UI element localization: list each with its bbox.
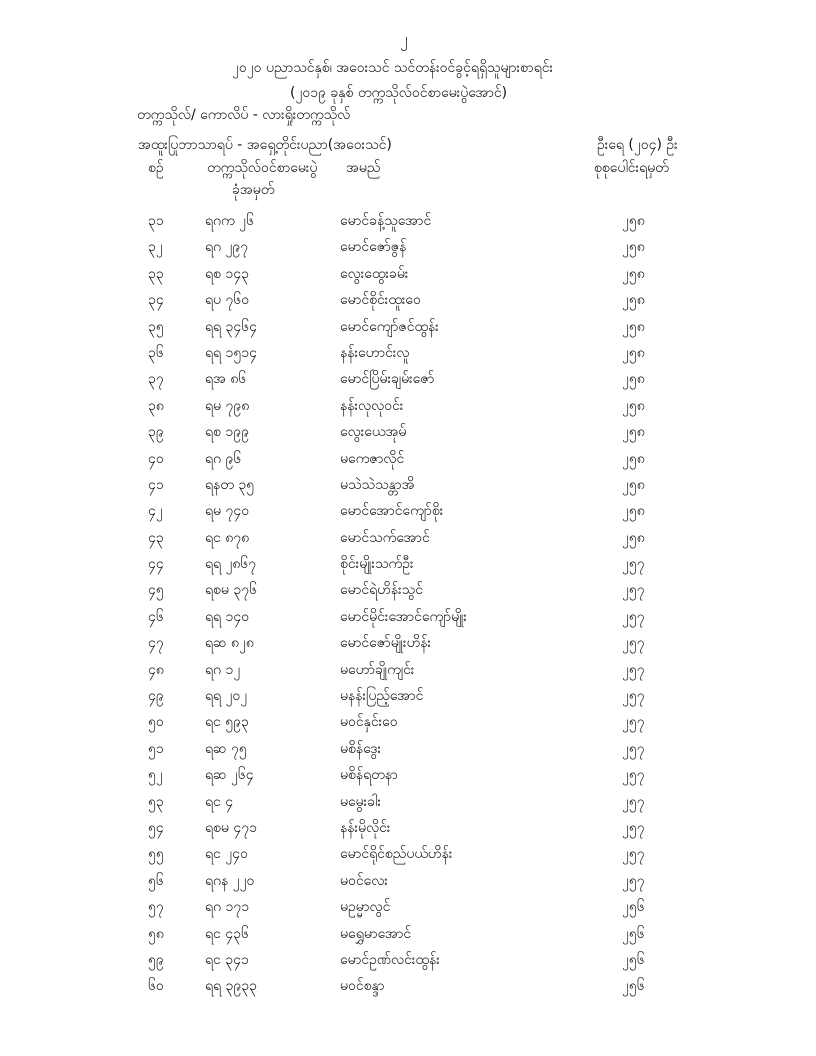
total-marks: ၂၅၇ <box>622 556 645 573</box>
roll-number: ရဂ ၁၂ <box>205 661 241 678</box>
total-marks: ၂၅၈ <box>622 450 645 467</box>
student-name: မဟော်ချိုကျင်း <box>340 661 415 678</box>
column-header-no: စဉ် <box>148 160 164 176</box>
student-name: မောင်ရဲဟိန်းသွင် <box>340 582 423 599</box>
roll-number: ရအ ၈၆ <box>205 371 247 388</box>
student-name: မောင်ဇော်ဇွန် <box>340 239 407 256</box>
roll-number: ရရ ၃၄၆၄ <box>205 318 258 335</box>
total-marks: ၂၅၇ <box>622 661 645 678</box>
total-marks: ၂၅၆ <box>622 925 645 942</box>
student-name: မစိန်ဒွေး <box>340 740 382 757</box>
table-row <box>0 950 816 976</box>
table-row <box>0 818 816 844</box>
row-number: ၅၁ <box>148 740 164 757</box>
row-number: ၅၂ <box>148 767 163 784</box>
row-number: ၅၀ <box>148 714 164 731</box>
total-marks: ၂၅၇ <box>622 582 645 599</box>
roll-number: ရရ ၂၀၂ <box>205 688 248 705</box>
student-name: နန်းမိုလိုင်း <box>340 819 391 836</box>
table-row <box>0 976 816 1002</box>
total-marks: ၂၅၆ <box>622 978 645 995</box>
table-row <box>0 844 816 870</box>
row-number: ၄၀ <box>148 450 164 467</box>
column-header-roll: တက္ကသိုလ်ဝင်စာမေးပွဲ <box>207 160 318 176</box>
roll-number: ရရ ၁၄၀ <box>205 608 250 625</box>
roll-number: ရင ၈၇၈ <box>205 529 250 546</box>
table-row <box>0 686 816 712</box>
student-name: နန်းလုလုဝင်း <box>340 397 404 414</box>
row-number: ၄၁ <box>148 476 164 493</box>
roll-number: ရပ ၇၆၀ <box>205 292 250 309</box>
total-marks: ၂၅၆ <box>622 951 645 968</box>
results-table <box>0 211 816 1003</box>
student-name: မောင်ကျော်ဇင်ထွန်း <box>340 318 439 335</box>
table-row <box>0 739 816 765</box>
row-number: ၃၅ <box>148 318 164 335</box>
table-row <box>0 343 816 369</box>
total-marks: ၂၅၈ <box>622 371 645 388</box>
roll-number: ရင ၃၄၁ <box>205 951 249 968</box>
table-row <box>0 422 816 448</box>
row-number: ၃၂ <box>148 239 163 256</box>
row-number: ၅၈ <box>148 925 164 942</box>
roll-number: ရမ ၇၄၀ <box>205 503 250 520</box>
row-number: ၅၉ <box>148 951 164 968</box>
roll-number: ရဆ ၂၆၄ <box>205 767 254 784</box>
total-marks: ၂၅၈ <box>622 344 645 361</box>
total-marks: ၂၅၈ <box>622 397 645 414</box>
total-marks: ၂၅၈ <box>622 292 645 309</box>
table-row <box>0 237 816 263</box>
student-name: မောင်ပြိမ်းချမ်းဇော် <box>340 371 435 388</box>
total-marks: ၂၅၇ <box>622 767 645 784</box>
roll-number: ရစမ ၄၇၁ <box>205 819 257 836</box>
table-row <box>0 580 816 606</box>
student-name: မောင်မိုင်းအောင်ကျော်မျိုး <box>340 608 467 625</box>
table-row <box>0 396 816 422</box>
table-row <box>0 317 816 343</box>
document-title: ၂၀၂၀ ပညာသင်နှစ်၊ အဝေးသင် သင်တန်းဝင်ခွင့်ရရှိသူများစာရင်း <box>232 60 554 76</box>
total-marks: ၂၅၇ <box>622 872 645 889</box>
table-row <box>0 449 816 475</box>
total-marks: ၂၅၇ <box>622 635 645 652</box>
student-name: မဝင်လေး <box>340 872 388 889</box>
table-row <box>0 765 816 791</box>
student-name: နန်းဟောင်းလူ <box>340 344 410 361</box>
roll-number: ရင ၂၄၀ <box>205 846 248 863</box>
roll-number: ရစမ ၃၇၆ <box>205 582 257 599</box>
roll-number: ရဂက ၂၆ <box>205 213 254 229</box>
student-name: မောင်ရိုင်စည်ပယ်ဟိန်း <box>340 846 453 863</box>
student-name: မောင်ခန့်သူအောင် <box>340 213 432 229</box>
roll-number: ရရ ၃၉၃၃ <box>205 978 258 995</box>
row-number: ၅၃ <box>148 793 164 810</box>
roll-number: ရင ၅၉၃ <box>205 714 249 731</box>
total-marks: ၂၅၈ <box>622 476 645 493</box>
row-number: ၃၄ <box>148 292 164 309</box>
table-row <box>0 211 816 237</box>
total-marks: ၂၅၇ <box>622 819 645 836</box>
university-line: တက္ကသိုလ်/ ကောလိပ် - လားရှိုးတက္ကသိုလ် <box>137 107 351 123</box>
row-number: ၅၅ <box>148 846 164 863</box>
student-name: မသဲသဲသန္တာအိ <box>340 476 415 493</box>
row-number: ၃၇ <box>148 371 164 388</box>
roll-number: ရဂ ၁၇၁ <box>205 899 250 916</box>
table-row <box>0 290 816 316</box>
total-count: ဦးရေ (၂၀၄) ဦး <box>597 137 678 153</box>
total-marks: ၂၅၈ <box>622 424 645 441</box>
roll-number: ရင ၄၃၆ <box>205 925 249 942</box>
row-number: ၅၄ <box>148 819 164 836</box>
total-marks: ၂၅၇ <box>622 740 645 757</box>
roll-number: ရရ ၂၈၆၇ <box>205 556 257 573</box>
roll-number: ရမ ၇၉၈ <box>205 397 250 414</box>
roll-number: ရရ ၁၅၁၄ <box>205 344 258 361</box>
table-row <box>0 792 816 818</box>
row-number: ၆၀ <box>148 978 164 995</box>
row-number: ၃၃ <box>148 265 164 282</box>
table-row <box>0 924 816 950</box>
student-name: မောင်ဥဏ်လင်းထွန်း <box>340 951 440 968</box>
column-header-name: အမည် <box>346 160 381 176</box>
total-marks: ၂၅၈ <box>622 503 645 520</box>
roll-number: ရဆ ၈၂၈ <box>205 635 254 652</box>
specialization-line: အထူးပြုဘာသာရပ် - အရှေ့တိုင်းပညာ(အဝေးသင်) <box>138 137 392 153</box>
row-number: ၃၆ <box>148 344 164 361</box>
student-name: မကေဇာလိုင် <box>340 450 405 467</box>
row-number: ၅၆ <box>148 872 164 889</box>
roll-number: ရနတ ၃၅ <box>205 476 255 493</box>
row-number: ၃၈ <box>148 397 164 414</box>
student-name: မနန်းပြည့်အောင် <box>340 688 424 705</box>
column-header-roll-line2: ခုံအမှတ် <box>232 182 275 198</box>
table-row <box>0 264 816 290</box>
student-name: လွေးထွေးခမ်း <box>340 265 409 282</box>
total-marks: ၂၅၈ <box>622 213 645 229</box>
student-name: မဥမ္မာလွင် <box>340 899 391 916</box>
row-number: ၄၇ <box>148 635 164 652</box>
document-subtitle: (၂၀၁၉ ခုနှစ် တက္ကသိုလ်ဝင်စာမေးပွဲအောင်) <box>290 85 508 101</box>
total-marks: ၂၅၈ <box>622 318 645 335</box>
total-marks: ၂၅၇ <box>622 608 645 625</box>
roll-number: ရဂ ၂၉၇ <box>205 239 249 256</box>
student-name: မစိန်ရတနာ <box>340 767 398 784</box>
row-number: ၄၉ <box>148 688 164 705</box>
column-header-marks: စုစုပေါင်းရမှတ် <box>594 160 669 176</box>
roll-number: ရဆ ၇၅ <box>205 740 247 757</box>
student-name: မမွေးခါး <box>340 793 382 810</box>
total-marks: ၂၅၈ <box>622 529 645 546</box>
student-name: မောင်စိုင်းထူးဝေ <box>340 292 421 309</box>
table-row <box>0 475 816 501</box>
table-row <box>0 633 816 659</box>
page-number: ၂ <box>400 30 408 48</box>
total-marks: ၂၅၇ <box>622 688 645 705</box>
student-name: မဝင်စန္ဒာ <box>340 978 385 995</box>
row-number: ၄၃ <box>148 529 164 546</box>
student-name: မရွှေမာအောင် <box>340 925 412 942</box>
roll-number: ရစ ၁၉၉ <box>205 424 249 441</box>
table-row <box>0 554 816 580</box>
student-name: စိုင်းမျိုးသက်ဦး <box>340 556 414 573</box>
table-row <box>0 871 816 897</box>
roll-number: ရဂန ၂၂၀ <box>205 872 255 889</box>
roll-number: ရဂ ၉၆ <box>205 450 242 467</box>
table-row <box>0 501 816 527</box>
total-marks: ၂၅၇ <box>622 793 645 810</box>
table-row <box>0 660 816 686</box>
row-number: ၄၄ <box>148 556 164 573</box>
roll-number: ရစ ၁၄၃ <box>205 265 249 282</box>
student-name: မောင်သက်အောင် <box>340 529 430 546</box>
table-row <box>0 897 816 923</box>
row-number: ၃၁ <box>148 213 164 229</box>
row-number: ၄၂ <box>148 503 163 520</box>
row-number: ၅၇ <box>148 899 164 916</box>
total-marks: ၂၅၆ <box>622 899 645 916</box>
student-name: လွေးယေအုမ် <box>340 424 407 441</box>
roll-number: ရင ၄ <box>205 793 234 810</box>
row-number: ၄၅ <box>148 582 164 599</box>
row-number: ၄၆ <box>148 608 164 625</box>
total-marks: ၂၅၇ <box>622 846 645 863</box>
total-marks: ၂၅၇ <box>622 714 645 731</box>
table-row <box>0 712 816 738</box>
student-name: မောင်အောင်ကျော်စိုး <box>340 503 444 520</box>
total-marks: ၂၅၈ <box>622 265 645 282</box>
row-number: ၄၈ <box>148 661 164 678</box>
table-row <box>0 369 816 395</box>
student-name: မဝင်နှင်းဝေ <box>340 714 398 731</box>
row-number: ၃၉ <box>148 424 164 441</box>
total-marks: ၂၅၈ <box>622 239 645 256</box>
table-row <box>0 607 816 633</box>
student-name: မောင်ဇော်မျိုးဟိန်း <box>340 635 432 652</box>
table-row <box>0 528 816 554</box>
